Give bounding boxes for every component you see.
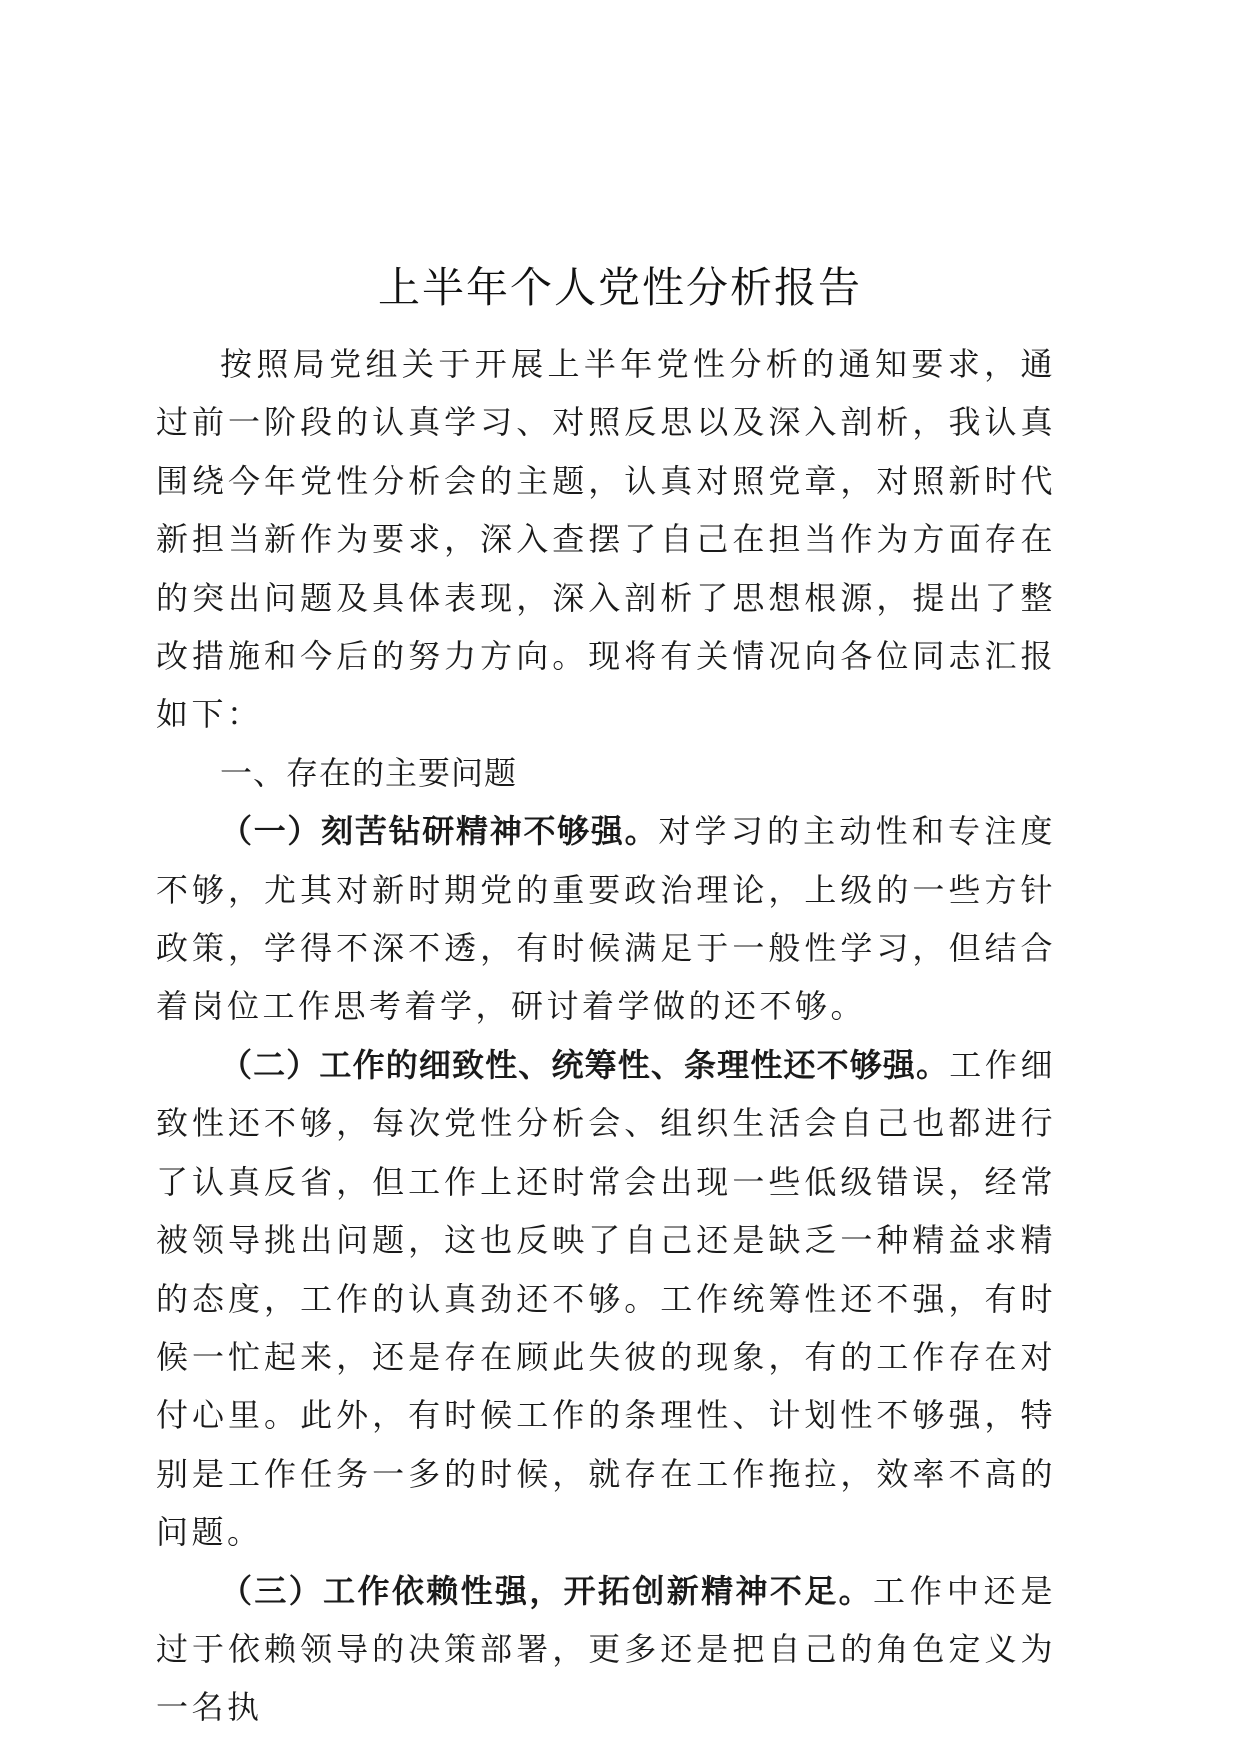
- problem-2-lead: （二）工作的细致性、统筹性、条理性还不够强。: [220, 1045, 950, 1084]
- document-body: [156, 335, 1056, 1737]
- problem-2-text: 工作细致性还不够，每次党性分析会、组织生活会自己也都进行了认真反省，但工作上还时常会出现一些低级错误，经常被领导挑出问题，这也反映了自己还是缺乏一种精益求精的态度，工作的认真劲还不够。工作统筹性还不强，有时候一忙起来，还是存在顾此失彼的现象，有的工作存在对付心里。此外，有时候工作的条理性、计划性不够强，特别是工作任务一多的时候，就存在工作拖拉，效率不高的问题。: [156, 1045, 1056, 1552]
- problem-3-lead: （三）工作依赖性强，开拓创新精神不足。: [220, 1571, 873, 1610]
- problem-paragraph-3: [156, 1562, 1056, 1737]
- document-title: 上半年个人党性分析报告: [377, 263, 862, 312]
- intro-paragraph: 按照局党组关于开展上半年党性分析的通知要求，通过前一阶段的认真学习、对照反思以及深入剖析，我认真围绕今年党性分析会的主题，认真对照党章，对照新时代新担当新作为要求，深入查摆了自己在担当作为方面存在的突出问题及具体表现，深入剖析了思想根源，提出了整改措施和今后的努力方向。现将有关情况向各位同志汇报如下：: [156, 345, 1056, 734]
- problem-1-lead: （一）刻苦钻研精神不够强。: [220, 812, 659, 851]
- section-heading-problems: 一、存在的主要问题: [220, 753, 518, 792]
- problem-1-text: 对学习的主动性和专注度不够，尤其对新时期党的重要政治理论，上级的一些方针政策，学得不深不透，有时候满足于一般性学习，但结合着岗位工作思考着学，研讨着学做的还不够。: [156, 812, 1056, 1026]
- problem-3-text: 工作中还是过于依赖领导的决策部署，更多还是把自己的角色定义为一名执: [156, 1571, 1056, 1727]
- problem-paragraph-2: [156, 1036, 1056, 1562]
- problem-paragraph-1: [156, 802, 1056, 1036]
